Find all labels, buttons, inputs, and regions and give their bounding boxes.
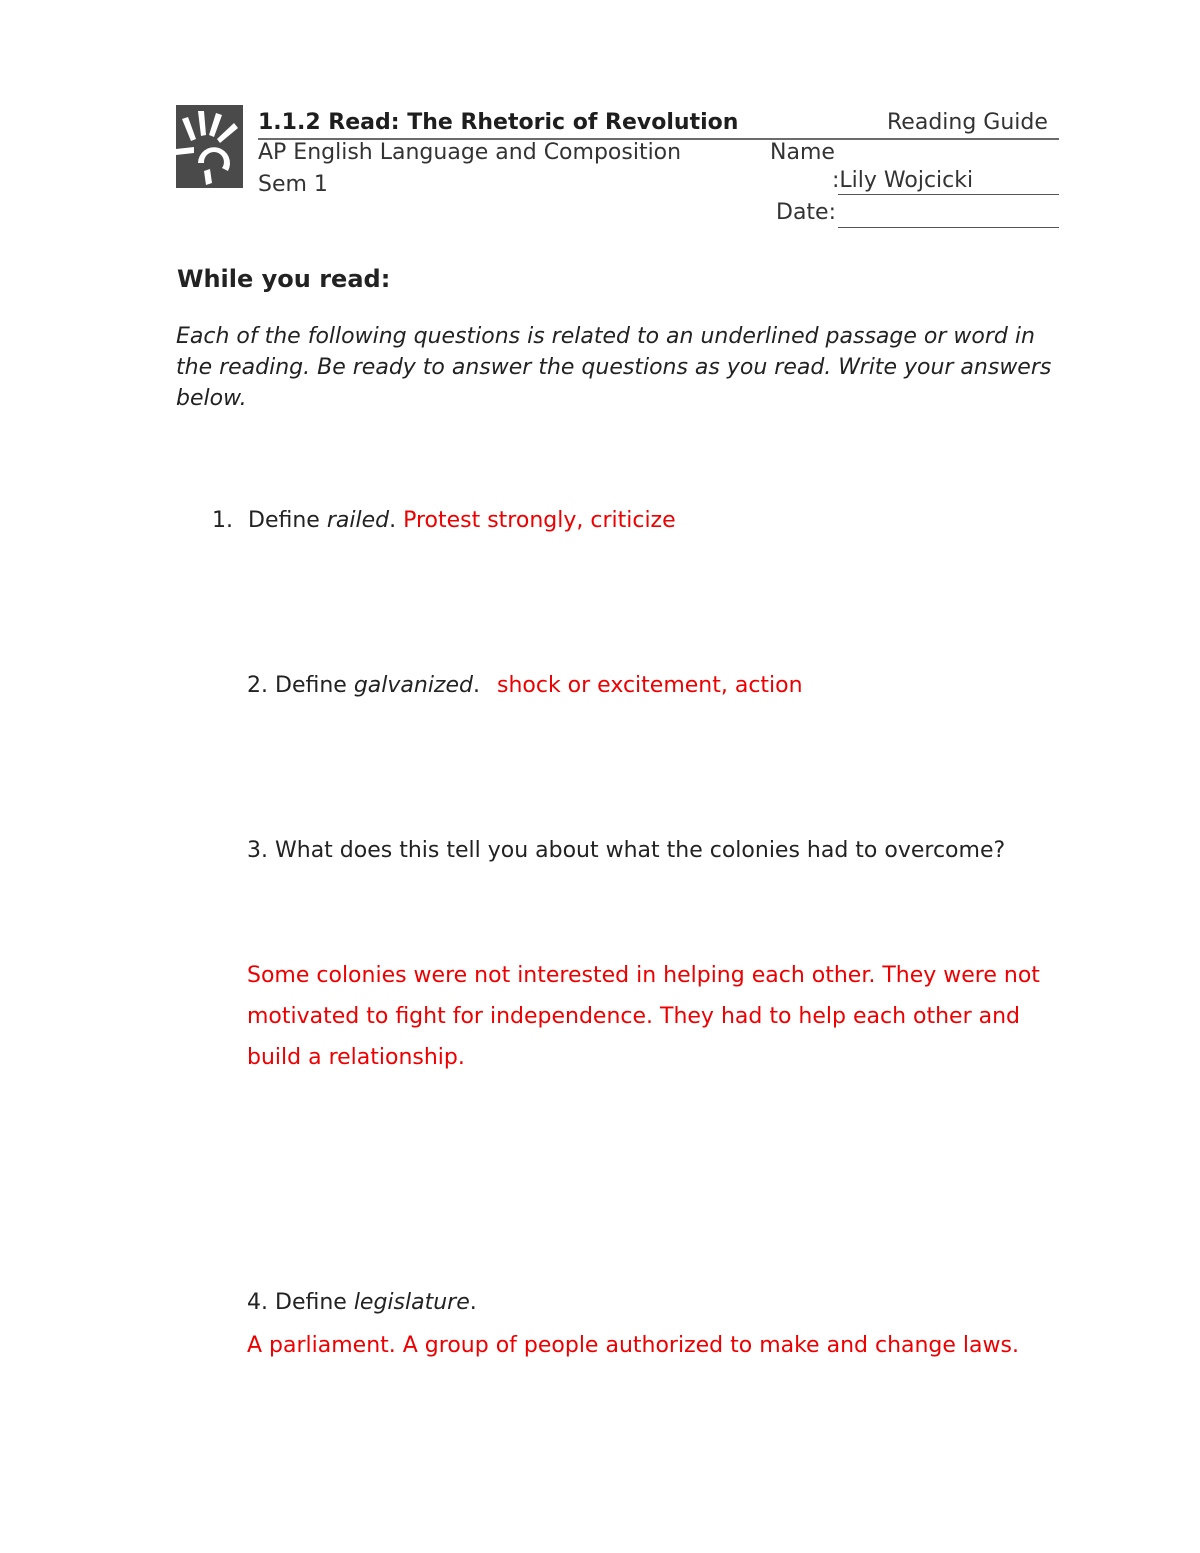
course-name: AP English Language and Composition: [258, 140, 682, 165]
sunburst-logo-icon: [176, 105, 243, 188]
question-prefix: Define: [275, 1290, 354, 1315]
question-suffix: .: [472, 673, 480, 698]
question-2: [247, 673, 803, 698]
name-value: :Lily Wojcicki: [832, 168, 974, 193]
date-underline: [838, 227, 1059, 228]
question-term: railed: [326, 508, 390, 533]
question-text: What does this tell you about what the colonies had to overcome?: [275, 838, 1006, 863]
document-type: Reading Guide: [887, 110, 1048, 135]
publisher-logo: [176, 105, 243, 188]
question-term: legislature: [353, 1290, 470, 1315]
question-4: [247, 1290, 477, 1315]
answer-4: A parliament. A group of people authorized to make and change laws.: [247, 1333, 1019, 1358]
answer-text: Protest strongly, criticize: [403, 508, 676, 533]
date-label: Date:: [776, 200, 836, 225]
question-number: 4.: [247, 1290, 268, 1315]
name-underline: [838, 194, 1059, 195]
question-3: [247, 838, 1005, 863]
question-1: [212, 508, 676, 533]
name-label: Name: [770, 140, 835, 165]
question-prefix: Define: [275, 673, 354, 698]
instructions: Each of the following questions is related to an underlined passage or word in the reading. Be ready to answer the questions as you read. Write your answers below.: [176, 324, 1052, 411]
question-number: 2.: [247, 673, 268, 698]
question-suffix: .: [389, 508, 397, 533]
question-term: galvanized: [353, 673, 473, 698]
answer-3: Some colonies were not interested in helping each other. They were not motivated to fight for independence. They had to help each other and build a relationship.: [247, 963, 1040, 1070]
question-suffix: .: [469, 1290, 477, 1315]
document-title: 1.1.2 Read: The Rhetoric of Revolution: [258, 110, 739, 135]
question-prefix: Define: [248, 508, 327, 533]
question-number: 1.: [212, 508, 233, 533]
section-title: While you read:: [177, 265, 391, 293]
question-number: 3.: [247, 838, 268, 863]
answer-text: shock or excitement, action: [496, 673, 803, 698]
semester: Sem 1: [258, 172, 328, 197]
